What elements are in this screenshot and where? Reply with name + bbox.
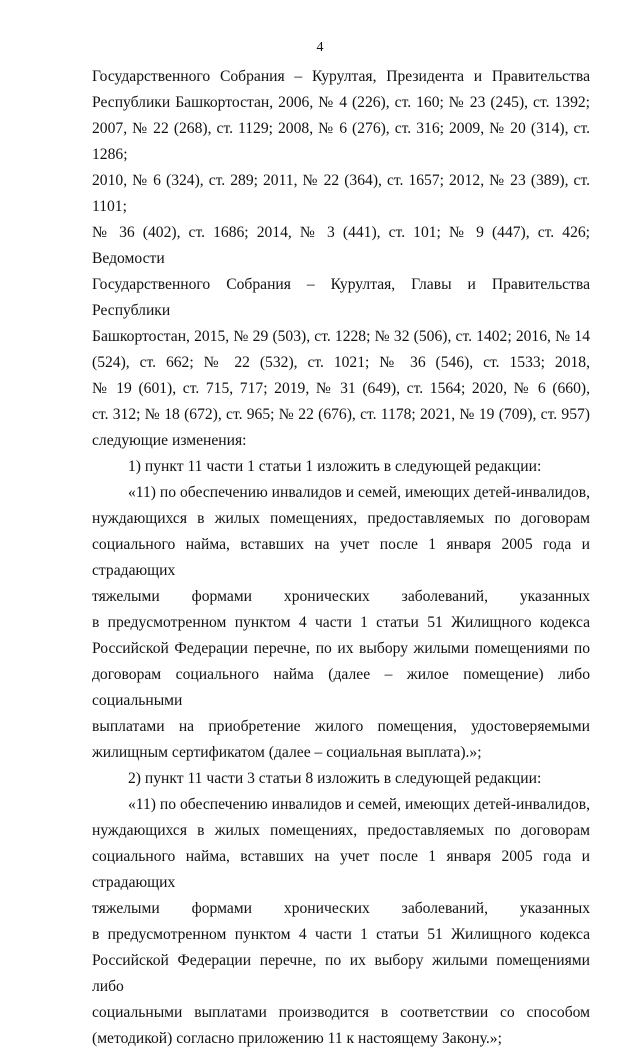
text-line: № 19 (601), ст. 715, 717; 2019, № 31 (649), ст. 1564; 2020, № 6 (660), (92, 380, 590, 397)
text-line: 2010, № 6 (324), ст. 289; 2011, № 22 (364), ст. 1657; 2012, № 23 (389), ст. 1101; (92, 172, 590, 215)
text-line: (методикой) согласно приложению 11 к настоящему Закону.»; (92, 1030, 502, 1047)
text-line: нуждающихся в жилых помещениях, предоставляемых по договорам (92, 510, 590, 527)
text-line: Республики Башкортостан, 2006, № 4 (226), ст. 160; № 23 (245), ст. 1392; (92, 94, 590, 111)
page-number: 4 (316, 40, 324, 55)
item-1-heading (92, 454, 590, 480)
item-2-heading (92, 766, 590, 792)
text-line: выплатами на приобретение жилого помещения, удостоверяемыми (92, 718, 590, 735)
text-line: № 36 (402), ст. 1686; 2014, № 3 (441), ст. 101; № 9 (447), ст. 426; Ведомости (92, 224, 590, 267)
text-line: Государственного Собрания – Курултая, Президента и Правительства (92, 68, 590, 85)
intro-paragraph (92, 64, 590, 454)
item-2-quote (92, 792, 590, 1052)
text-line: 2007, № 22 (268), ст. 1129; 2008, № 6 (276), ст. 316; 2009, № 20 (314), ст. 1286; (92, 120, 590, 163)
text-line: «11) по обеспечению инвалидов и семей, имеющих детей-инвалидов, (128, 796, 590, 813)
text-line: в предусмотренном пунктом 4 части 1 статьи 51 Жилищного кодекса (92, 926, 590, 943)
item-1-quote (92, 480, 590, 766)
text-line: Российской Федерации перечне, по их выбору жилыми помещениями либо (92, 952, 590, 995)
document-body (92, 64, 590, 1052)
text-line: тяжелыми формами хронических заболеваний, указанных (92, 588, 590, 605)
text-line: социального найма, вставших на учет после 1 января 2005 года и страдающих (92, 848, 590, 891)
text-line: социального найма, вставших на учет после 1 января 2005 года и страдающих (92, 536, 590, 579)
text-line: следующие изменения: (92, 432, 247, 449)
text-line: Башкортостан, 2015, № 29 (503), ст. 1228; № 32 (506), ст. 1402; 2016, № 14 (92, 328, 590, 345)
text-line: Российской Федерации перечне, по их выбору жилыми помещениями по (92, 640, 590, 657)
text-line: жилищным сертификатом (далее – социальная выплата).»; (92, 744, 482, 761)
text-line: ст. 312; № 18 (672), ст. 965; № 22 (676), ст. 1178; 2021, № 19 (709), ст. 957) (92, 406, 590, 423)
text-line: Государственного Собрания – Курултая, Главы и Правительства Республики (92, 276, 590, 319)
text-line: 1) пункт 11 части 1 статьи 1 изложить в следующей редакции: (128, 458, 542, 475)
text-line: 2) пункт 11 части 3 статьи 8 изложить в следующей редакции: (128, 770, 542, 787)
text-line: социальными выплатами производится в соответствии со способом (92, 1004, 590, 1021)
text-line: нуждающихся в жилых помещениях, предоставляемых по договорам (92, 822, 590, 839)
text-line: «11) по обеспечению инвалидов и семей, имеющих детей-инвалидов, (128, 484, 590, 501)
text-line: в предусмотренном пунктом 4 части 1 статьи 51 Жилищного кодекса (92, 614, 590, 631)
text-line: тяжелыми формами хронических заболеваний, указанных (92, 900, 590, 917)
text-line: (524), ст. 662; № 22 (532), ст. 1021; № 36 (546), ст. 1533; 2018, (92, 354, 590, 371)
text-line: договорам социального найма (далее – жилое помещение) либо социальными (92, 666, 590, 709)
